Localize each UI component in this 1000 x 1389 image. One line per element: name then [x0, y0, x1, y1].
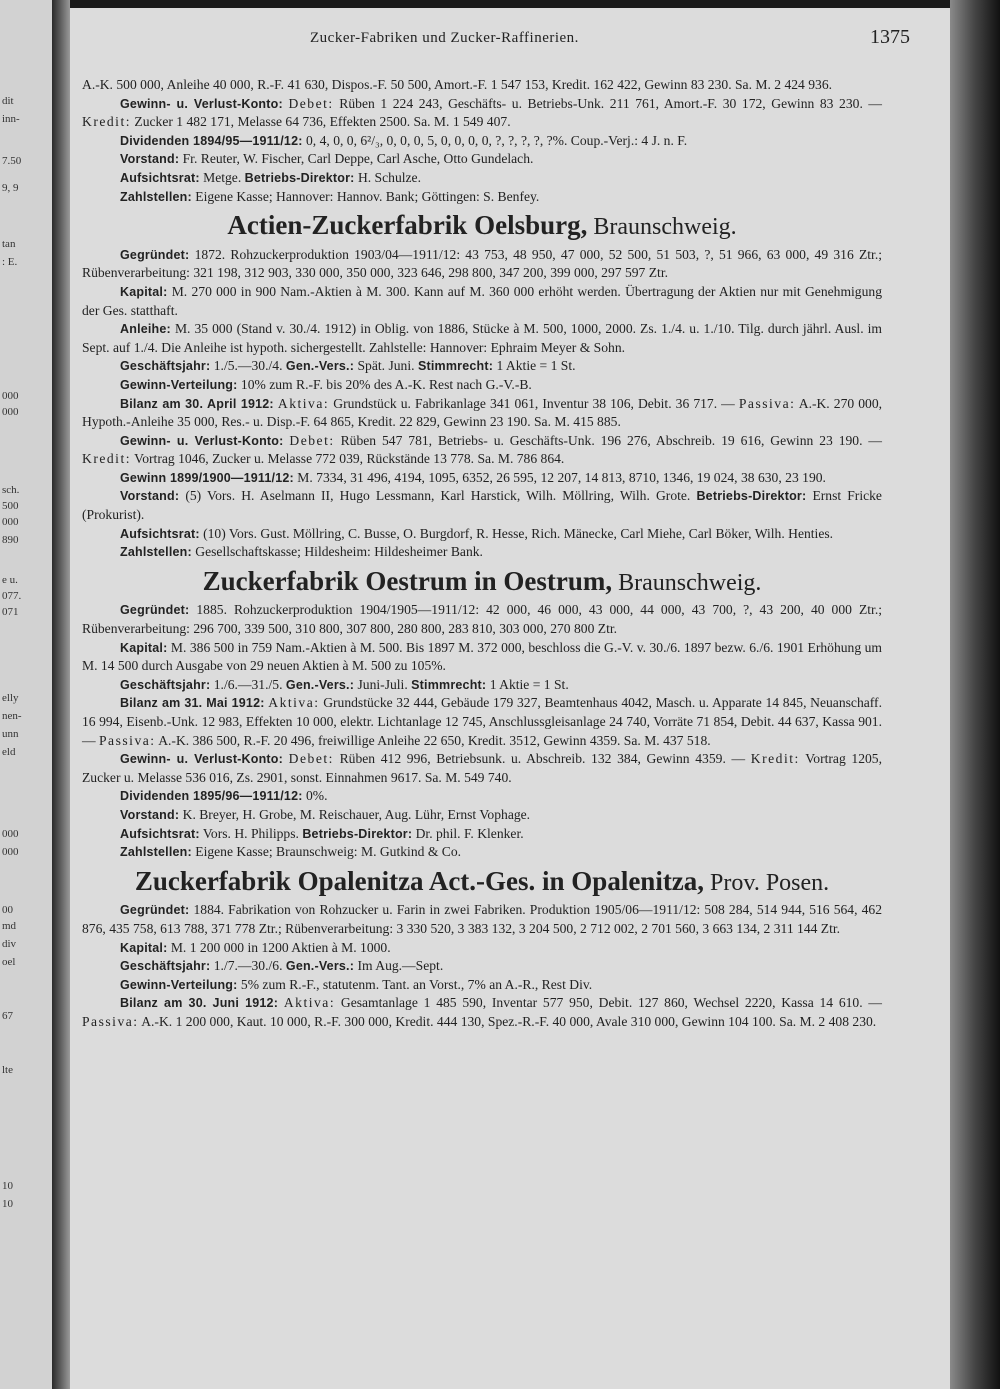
entry-paragraph [82, 601, 882, 638]
ledger-side-label: Passiva: [738, 395, 796, 411]
field-label: Geschäftsjahr: [120, 359, 211, 374]
field-value: Dr. phil. F. Klenker. [415, 825, 524, 841]
entry-paragraph [82, 750, 882, 787]
field-value: Zucker 1 482 171, Melasse 64 736, Effekten 2500. Sa. M. 1 549 407. [134, 114, 511, 130]
entry-paragraph [82, 901, 882, 938]
field-value: Vortrag 1205, Zucker u. Melasse 536 016, Zs. 2901, sonst. Einnahmen 9617. Sa. M. 549 740. [82, 751, 882, 785]
field-value: M. 7334, 31 496, 4194, 1095, 6352, 26 595, 12 207, 14 813, 8710, 1346, 19 024, 38 630, 23 190. [297, 469, 826, 485]
left-page-fragment: lte [2, 1064, 13, 1076]
field-label: Anleihe: [120, 322, 171, 337]
left-page-fragment: md [2, 920, 17, 932]
ledger-side-label: Debet: [288, 751, 334, 767]
field-value: 1884. Fabrikation von Rohzucker u. Farin in zwei Fabriken. Produktion 1905/06—1911/12: 508 284, 514 944, 516 564, 462 876, 435 758, 613 788, 371 778 Ztr.; Rübenverarbeitung: 3 330 520, 3 383 132, 3 204 500, 2 712 002, 2 701 560, 3 663 134, 2 311 144 Ztr. [82, 902, 882, 936]
field-value: Metge. [203, 169, 242, 185]
left-page-fragment: 67 [2, 1010, 13, 1022]
company-title [82, 210, 882, 241]
company-entry-oestrum [82, 565, 882, 862]
field-label: Aufsichtsrat: [120, 826, 200, 841]
left-page-fragment: 10 [2, 1180, 13, 1192]
entry-paragraph [82, 376, 882, 395]
field-label: Dividenden 1895/96—1911/12: [120, 789, 303, 804]
field-label: Gewinn- u. Verlust-Konto: [120, 752, 283, 767]
field-label: Gewinn 1899/1900—1911/12: [120, 470, 294, 485]
ledger-side-label: Aktiva: [283, 995, 336, 1011]
left-page-fragment: tan [2, 238, 16, 250]
entry-paragraph [82, 676, 882, 695]
running-title: Zucker-Fabriken und Zucker-Raffinerien. [310, 30, 579, 46]
entry-paragraph [82, 283, 882, 320]
page-number: 1375 [870, 26, 910, 48]
left-page-fragment: : E. [2, 256, 18, 268]
field-value: Rüben 547 781, Betriebs- u. Geschäfts-Unk. 196 276, Abschreib. 19 616, Gewinn 23 190. — [340, 432, 883, 448]
field-label: Gegründet: [120, 247, 190, 262]
page-edge [950, 0, 1000, 1389]
field-value: M. 270 000 in 900 Nam.-Aktien à M. 300. Kann auf M. 360 000 erhöht werden. Übertragung der Aktien nur mit Genehmigung der Ges. statthaft. [82, 283, 882, 318]
left-page-fragment: 000 [2, 516, 19, 528]
field-value: M. 1 200 000 in 1200 Aktien à M. 1000. [170, 939, 391, 955]
field-value: Rüben 412 996, Betriebsunk. u. Abschreib. 132 384, Gewinn 4359. — [339, 751, 746, 767]
entry-paragraph [82, 957, 882, 976]
entry-paragraph [82, 95, 882, 132]
company-location: Prov. Posen. [704, 869, 830, 896]
left-page-fragment: eld [2, 746, 16, 758]
field-label: Betriebs-Direktor: [244, 170, 355, 185]
field-value: Eigene Kasse; Braunschweig: M. Gutkind & Co. [195, 844, 462, 860]
left-page-fragment: oel [2, 956, 16, 968]
field-label: Kapital: [120, 640, 168, 655]
left-page-fragment: e u. [2, 574, 18, 586]
field-label: Geschäftsjahr: [120, 959, 211, 974]
field-value: Eigene Kasse; Hannover: Hannov. Bank; Göttingen: S. Benfey. [195, 188, 540, 204]
field-label: Gewinn- u. Verlust-Konto: [120, 96, 283, 111]
field-label: Bilanz am 30. April 1912: [120, 396, 274, 411]
entry-paragraph [82, 469, 882, 488]
entry-paragraph [82, 432, 882, 469]
field-value: M. 35 000 (Stand v. 30./4. 1912) in Oblig. von 1886, Stücke à M. 500, 1000, 2000. Zs. 1./4. u. 1./10. Tilg. durch jährl. Ausl. im Sept. auf 1./4. Die Anleihe ist hypoth. sichergestellt. Zahlstelle: Hannover: Ephraim Meyer & Sohn. [82, 321, 882, 355]
entry-paragraph [82, 825, 882, 844]
field-label: Kapital: [120, 940, 168, 955]
field-value: Juni-Juli. [357, 676, 408, 692]
company-location: Braunschweig. [587, 214, 737, 241]
ledger-side-label: Kredit: [82, 114, 132, 130]
entry-paragraph [82, 132, 882, 151]
left-page-fragment: elly [2, 692, 19, 704]
entry-paragraph [82, 188, 882, 207]
entry-paragraph [82, 76, 882, 95]
entry-paragraph [82, 976, 882, 995]
field-label: Vorstand: [120, 489, 180, 504]
company-title [82, 865, 882, 896]
field-value: (5) Vors. H. Aselmann II, Hugo Lessmann, Karl Harstick, Wilh. Möllring, Wilh. Grote. [185, 488, 691, 504]
field-value: 0%. [306, 788, 328, 804]
field-value: Gesellschaftskasse; Hildesheim: Hildesheimer Bank. [195, 544, 483, 560]
company-name: Actien-Zuckerfabrik Oelsburg, [227, 210, 588, 241]
field-label: Betriebs-Direktor: [302, 826, 413, 841]
field-label: Zahlstellen: [120, 189, 192, 204]
field-label: Geschäftsjahr: [120, 677, 211, 692]
field-label: Zahlstellen: [120, 545, 192, 560]
ledger-side-label: Passiva: [99, 732, 156, 748]
entry-paragraph [82, 246, 882, 283]
entry-paragraph [82, 395, 882, 432]
field-label: Aufsichtsrat: [120, 526, 200, 541]
field-label: Gen.-Vers.: [285, 359, 355, 374]
field-value: 1885. Rohzuckerproduktion 1904/1905—1911/12: 42 000, 46 000, 43 000, 44 000, 43 700, ?, 43 200, 40 000 Ztr.; Rübenverarbeitung: 296 700, 339 500, 310 800, 307 800, 280 800, 283 810, 303 000, 270 800 Ztr. [82, 602, 882, 637]
entry-paragraph [82, 487, 882, 524]
ledger-side-label: Kredit: [82, 451, 132, 467]
field-label: Stimmrecht: [411, 677, 487, 692]
field-value: Spät. Juni. [357, 358, 415, 374]
field-label: Betriebs-Direktor: [696, 489, 807, 504]
company-name: Zuckerfabrik Opalenitza Act.-Ges. in Opalenitza, [134, 865, 705, 896]
field-label: Vorstand: [120, 807, 180, 822]
field-label: Bilanz am 30. Juni 1912: [120, 996, 279, 1011]
field-label: Aufsichtsrat: [120, 170, 200, 185]
left-facing-page [0, 0, 52, 1389]
left-page-fragment: div [2, 938, 17, 950]
entry-paragraph [82, 843, 882, 862]
field-value: 0, 4, 0, 0, 6²/₃, 0, 0, 0, 5, 0, 0, 0, 0, ?, ?, ?, ?, ?%. Coup.-Verj.: 4 J. n. F. [306, 132, 688, 148]
entry-paragraph [82, 169, 882, 188]
ledger-side-label: Aktiva: [277, 395, 330, 411]
entry-paragraph [82, 806, 882, 825]
field-value: 1./5.—30./4. [213, 358, 283, 374]
field-label: Gewinn-Verteilung: [120, 377, 238, 392]
entry-paragraph [82, 525, 882, 544]
entry-paragraph [82, 694, 882, 750]
field-value: 10% zum R.-F. bis 20% des A.-K. Rest nach G.-V.-B. [240, 376, 532, 392]
left-page-fragment: inn- [2, 113, 20, 125]
page-header [70, 26, 950, 52]
field-value: A.-K. 500 000, Anleihe 40 000, R.-F. 41 630, Dispos.-F. 50 500, Amort.-F. 1 547 153, Kredit. 162 422, Gewinn 83 230. Sa. M. 2 424 936. [82, 77, 833, 92]
ledger-side-label: Passiva: [82, 1013, 139, 1029]
left-page-fragment: 000 [2, 406, 19, 418]
left-page-fragment: 9, 9 [2, 182, 19, 194]
field-value: Rüben 1 224 243, Geschäfts- u. Betriebs-Unk. 211 761, Amort.-F. 30 172, Gewinn 83 230. — [339, 95, 883, 111]
field-value: 1 Aktie = 1 St. [496, 358, 576, 374]
entry-paragraph [82, 939, 882, 958]
field-value: 5% zum R.-F., statutenm. Tant. an Vorst., 7% an A.-R., Rest Div. [240, 976, 593, 992]
left-page-fragment: 077. [2, 590, 22, 602]
left-page-fragment: nen- [2, 710, 22, 722]
entry-paragraph [82, 320, 882, 357]
left-page-fragment: 000 [2, 828, 19, 840]
left-page-fragment: 890 [2, 534, 19, 546]
left-page-fragment: 500 [2, 500, 19, 512]
left-page-fragment: sch. [2, 484, 20, 496]
page-content [82, 76, 882, 1032]
field-value: Im Aug.—Sept. [357, 958, 444, 974]
left-page-fragment: unn [2, 728, 19, 740]
field-value: 1 Aktie = 1 St. [489, 676, 569, 692]
field-value: H. Schulze. [357, 169, 421, 185]
left-page-fragment: 00 [2, 904, 13, 916]
ledger-side-label: Debet: [289, 432, 335, 448]
field-value: (10) Vors. Gust. Möllring, C. Busse, O. Burgdorf, R. Hesse, Rich. Mänecke, Carl Miehe, Carl Böker, Wilh. Henties. [203, 525, 834, 541]
field-value: Fr. Reuter, W. Fischer, Carl Deppe, Carl Asche, Otto Gundelach. [182, 151, 534, 167]
field-value: A.-K. 270 000, Hypoth.-Anleihe 35 000, Res.- u. Disp.-F. 64 865, Kredit. 22 829, Gewinn 23 190. Sa. M. 415 885. [82, 395, 883, 430]
field-label: Zahlstellen: [120, 845, 192, 860]
field-label: Kapital: [120, 284, 168, 299]
ledger-side-label: Kredit: [750, 751, 800, 767]
field-value: M. 386 500 in 759 Nam.-Aktien à M. 500. Bis 1897 M. 372 000, beschloss die G.-V. v. 30./6. 1897 bezw. 6./6. 1901 Erhöhung um M. 14 500 durch Ausgabe von 29 neuen Aktien à M. 500 zu 105%. [82, 639, 882, 674]
field-label: Dividenden 1894/95—1911/12: [120, 133, 303, 148]
field-label: Vorstand: [120, 152, 180, 167]
field-label: Gewinn-Verteilung: [120, 977, 238, 992]
field-label: Bilanz am 31. Mai 1912: [120, 696, 265, 711]
field-value: K. Breyer, H. Grobe, M. Reischauer, Aug. Lühr, Ernst Vophage. [182, 806, 531, 822]
left-page-fragment: dit [2, 95, 14, 107]
entry-paragraph [82, 150, 882, 169]
field-value: Ernst Fricke (Prokurist). [82, 488, 882, 523]
field-value: Gesamtanlage 1 485 590, Inventar 577 950, Debit. 127 860, Wechsel 2220, Kassa 14 610. — [340, 995, 882, 1011]
field-label: Gen.-Vers.: [285, 959, 355, 974]
company-name: Zuckerfabrik Oestrum in Oestrum, [202, 565, 613, 596]
left-page-fragment: 000 [2, 846, 19, 858]
field-value: 1./6.—31./5. [213, 676, 283, 692]
field-value: 1./7.—30./6. [213, 958, 283, 974]
field-value: Vortrag 1046, Zucker u. Melasse 772 039, Rückstände 13 778. Sa. M. 786 864. [134, 451, 565, 467]
entry-paragraph [82, 787, 882, 806]
field-value: 1872. Rohzuckerproduktion 1903/04—1911/12: 43 753, 48 950, 47 000, 52 500, 51 503, ?, 51 966, 63 000, 49 316 Ztr.; Rübenverarbeitung: 321 198, 312 903, 330 000, 350 000, 323 646, 298 800, 347 200, 399 000, 297 597 Ztr. [82, 246, 882, 281]
field-label: Stimmrecht: [417, 359, 494, 374]
company-entry-opalenitza [82, 865, 882, 1032]
field-label: Gegründet: [120, 903, 190, 918]
company-title [82, 565, 882, 596]
ledger-side-label: Aktiva: [268, 695, 320, 711]
company-location: Braunschweig. [612, 569, 762, 596]
page-gutter [52, 0, 70, 1389]
field-value: A.-K. 1 200 000, Kaut. 10 000, R.-F. 300 000, Kredit. 444 130, Spez.-R.-F. 40 000, Avale 310 000, Gewinn 104 100. Sa. M. 2 408 230. [141, 1013, 877, 1029]
company-entry-prev [82, 76, 882, 206]
company-entry-oelsburg [82, 210, 883, 562]
left-page-fragment: 071 [2, 606, 19, 618]
entry-paragraph [82, 543, 882, 562]
left-page-fragment: 000 [2, 390, 19, 402]
ledger-side-label: Debet: [288, 95, 334, 111]
field-value: Grundstück u. Fabrikanlage 341 061, Inventur 38 106, Debit. 36 717. — [333, 395, 735, 411]
field-label: Gen.-Vers.: [285, 677, 355, 692]
field-value: Vors. H. Philipps. [202, 825, 299, 841]
entry-paragraph [82, 639, 882, 676]
field-label: Gewinn- u. Verlust-Konto: [120, 433, 284, 448]
entry-paragraph [82, 994, 882, 1031]
left-page-fragment: 7.50 [2, 155, 22, 167]
entry-paragraph [82, 357, 882, 376]
field-value: Grundstücke 32 444, Gebäude 179 327, Beamtenhaus 4042, Masch. u. Apparate 14 845, Neuanschaff. 16 994, Eisenb.-Unk. 12 983, Effekten 10 000, elektr. Lichtanlage 12 745, Anschlussgleisanlage 24 740, Vorräte 71 854, Debit. 44 637, Kassa 901. — [82, 695, 882, 748]
field-label: Gegründet: [120, 603, 190, 618]
left-page-fragment: 10 [2, 1198, 13, 1210]
book-page [70, 8, 950, 1389]
field-value: A.-K. 386 500, R.-F. 20 496, freiwillige Anleihe 22 650, Kredit. 3512, Gewinn 4359. Sa. M. 437 518. [158, 732, 711, 748]
